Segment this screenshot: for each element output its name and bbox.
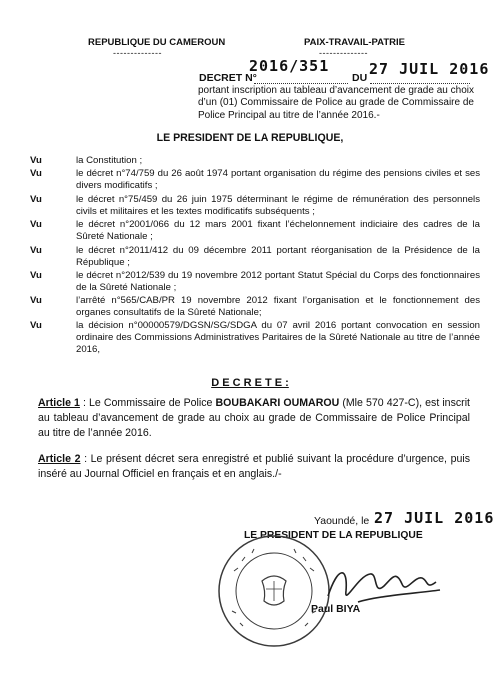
decrete-heading: D E C R E T E : [211,377,289,389]
seal-emblem-lines [266,581,282,601]
officer-name: BOUBAKARI OUMAROU [215,397,340,409]
vu-label: Vu [30,295,42,306]
article-2 [38,452,470,482]
signatory-title: LE PRESIDENT DE LA REPUBLIQUE [244,530,423,541]
signatory-name: Paul BIYA [311,603,361,615]
vu-label: Vu [30,320,42,331]
signature-date: 27 JUIL 2016 [374,509,495,527]
presidential-seal-icon [214,531,334,651]
vu-text: le décret n°74/759 du 26 août 1974 portant organisation du régime des pensions civiles et ses divers modificatifs ; [76,168,480,192]
vu-text: le décret n°75/459 du 26 juin 1975 déterminant le régime de rémunération des personnels civils et militaires et les textes modificatifs subséquents ; [76,194,480,218]
national-motto: PAIX-TRAVAIL-PATRIE [304,37,405,48]
vu-item [30,295,480,319]
vu-item [30,194,480,218]
separator-right: -------------- [319,48,368,58]
decree-number: 2016/351 [249,57,330,75]
article-1-label: Article 1 [38,397,80,409]
separator-left: -------------- [113,48,162,58]
vu-label: Vu [30,155,42,166]
vu-text: le décret n°2001/066 du 12 mars 2001 fixant l’échelonnement indiciaire des cadres de la Sûreté Nationale ; [76,219,480,243]
vu-label: Vu [30,270,42,281]
vu-label: Vu [30,194,42,205]
vu-item [30,219,480,243]
article-1-text-after: (Mle 570 427-C), est inscrit au tableau d’avancement de grade au choix au grade de Commissaire de Police Principal au titre de l’année 2016. [38,397,470,439]
vu-item [30,168,480,192]
vu-text: le décret n°2011/412 du 09 décembre 2011 portant réorganisation de la Présidence de la République ; [76,245,480,269]
decree-date-line [370,83,470,84]
country-name: REPUBLIQUE DU CAMEROUN [88,37,226,48]
decrete-heading-wrap [0,373,500,391]
vu-item [30,245,480,269]
vu-item [30,270,480,294]
article-2-text: : Le présent décret sera enregistré et publié suivant la procédure d’urgence, puis inséré au Journal Officiel en français et en anglais./- [38,453,470,480]
vu-text: le décret n°2012/539 du 19 novembre 2012 portant Statut Spécial du Corps des fonctionnaires de la Sûreté Nationale ; [76,270,480,294]
vu-item [30,155,480,167]
article-1 [38,396,470,441]
vu-text: l’arrêté n°565/CAB/PR 19 novembre 2012 fixant l’organisation et le fonctionnement des organes consultatifs de la Sûreté Nationale; [76,295,480,319]
decree-label: DECRET N° [199,72,257,84]
du-label: DU [352,72,368,84]
vu-item [30,320,480,357]
signature-place: Yaoundé, le [314,515,370,527]
vu-text: la Constitution ; [76,155,143,166]
decree-number-line [254,83,348,84]
article-1-text-before: : Le Commissaire de Police [79,397,216,409]
decree-subject: portant inscription au tableau d’avancement de grade au choix d’un (01) Commissaire de Police au grade de Commissaire de Police Principal au titre de l’année 2016.- [198,85,474,121]
vu-text: la décision n°00000579/DGSN/SG/SDGA du 07 avril 2016 portant convocation en session ordinaire des Commissions Administratives Paritaires de la Sûreté Nationale au titre de l’année 2016, [76,320,480,356]
vu-label: Vu [30,168,42,179]
article-2-label: Article 2 [38,453,81,465]
vu-label: Vu [30,245,42,256]
signature-stroke [328,573,440,602]
president-heading: LE PRESIDENT DE LA REPUBLIQUE, [156,132,344,144]
decree-date: 27 JUIL 2016 [369,60,490,78]
vu-label: Vu [30,219,42,230]
